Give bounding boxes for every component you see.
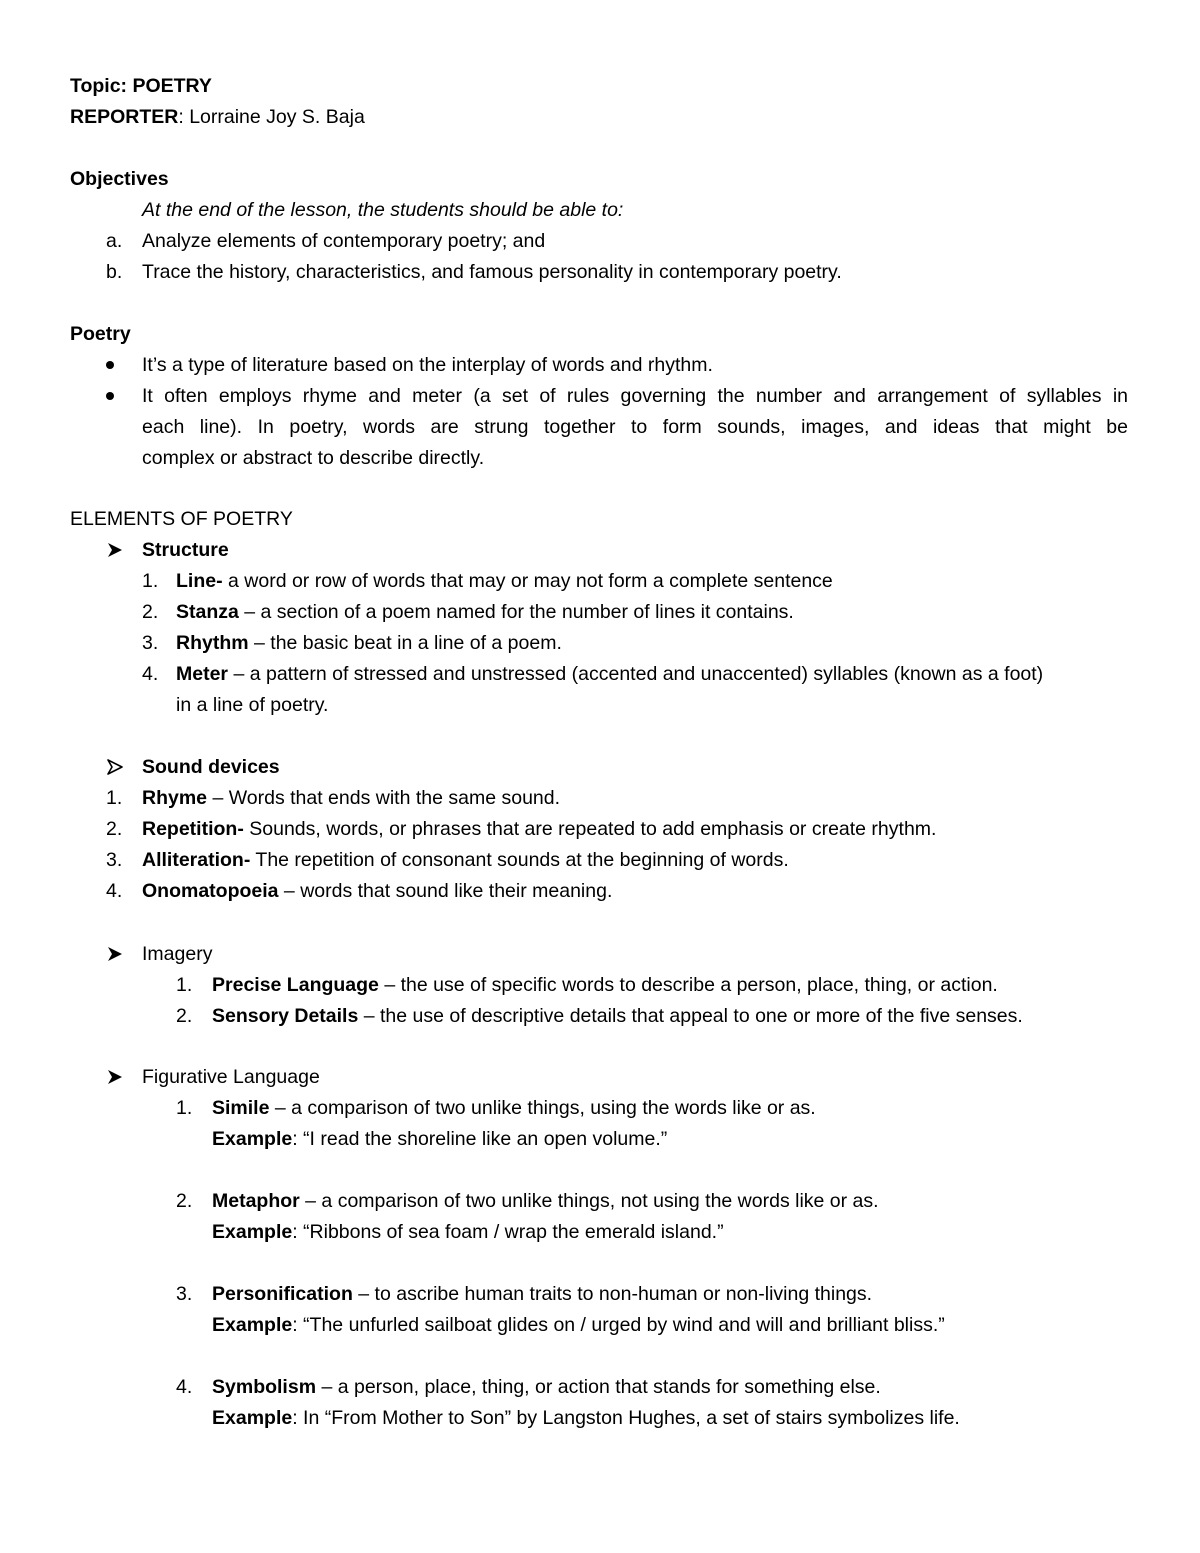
bullet-dot <box>106 361 114 369</box>
figurative-num-4: 4. <box>176 1376 193 1398</box>
definition: – the use of specific words to describe a person, place, thing, or action. <box>378 974 998 996</box>
definition: Sounds, words, or phrases that are repeated to add emphasis or create rhythm. <box>243 818 937 840</box>
term: Rhythm <box>176 632 249 654</box>
example-text: : “I read the shoreline like an open volume.” <box>292 1128 668 1150</box>
definition: – to ascribe human traits to non-human or non-living things. <box>352 1283 873 1305</box>
figurative-item-2 <box>212 1188 879 1214</box>
sound-item-1 <box>142 785 560 811</box>
sound-item-3 <box>142 847 789 873</box>
imagery-heading: Imagery <box>142 943 213 965</box>
poetry-bullet-2-line-3: complex or abstract to describe directly. <box>142 447 485 469</box>
definition: – Words that ends with the same sound. <box>207 787 561 809</box>
example-text: : In “From Mother to Son” by Langston Hughes, a set of stairs symbolizes life. <box>292 1407 960 1429</box>
elements-heading: ELEMENTS OF POETRY <box>70 508 293 530</box>
objective-text-b: Trace the history, characteristics, and famous personality in contemporary poetry. <box>142 261 842 283</box>
imagery-item-2 <box>212 1003 1023 1029</box>
structure-item-2 <box>176 599 794 625</box>
bullet-dot <box>106 392 114 400</box>
figurative-item-1 <box>212 1095 816 1121</box>
poetry-bullet-2-line-2: each line). In poetry, words are strung together to form sounds, images, and ideas that might be <box>142 416 1128 438</box>
term: Repetition- <box>142 818 244 840</box>
sound-item-2 <box>142 816 936 842</box>
figurative-example-2 <box>212 1219 724 1245</box>
structure-item-1 <box>176 568 833 594</box>
sound-num-2: 2. <box>106 818 123 840</box>
arrowhead-bullet-icon <box>106 945 124 963</box>
definition: – words that sound like their meaning. <box>278 880 613 902</box>
term: Line- <box>176 570 223 592</box>
term: Precise Language <box>212 974 379 996</box>
imagery-num-2: 2. <box>176 1005 193 1027</box>
example-label: Example <box>212 1221 293 1243</box>
poetry-bullet-2-line-1: It often employs rhyme and meter (a set of rules governing the number and arrangement of syllables in <box>142 385 1128 407</box>
sound-item-4 <box>142 878 612 904</box>
definition: – a section of a poem named for the number of lines it contains. <box>238 601 794 623</box>
arrowhead-bullet-icon <box>106 1068 124 1086</box>
definition: – the use of descriptive details that appeal to one or more of the five senses. <box>358 1005 1023 1027</box>
structure-heading: Structure <box>142 539 229 561</box>
definition: – a comparison of two unlike things, not using the words like or as. <box>299 1190 879 1212</box>
imagery-item-1 <box>212 972 998 998</box>
structure-num-1: 1. <box>142 570 159 592</box>
topic-value: POETRY <box>132 75 212 97</box>
figurative-example-3 <box>212 1312 945 1338</box>
definition: – a comparison of two unlike things, using the words like or as. <box>269 1097 816 1119</box>
example-text: : “Ribbons of sea foam / wrap the emerald island.” <box>292 1221 724 1243</box>
structure-num-2: 2. <box>142 601 159 623</box>
sound-num-1: 1. <box>106 787 123 809</box>
objective-text-a: Analyze elements of contemporary poetry; and <box>142 230 546 252</box>
sound-num-4: 4. <box>106 880 123 902</box>
structure-num-4: 4. <box>142 663 159 685</box>
sound-num-3: 3. <box>106 849 123 871</box>
figurative-num-3: 3. <box>176 1283 193 1305</box>
term: Meter <box>176 663 229 685</box>
definition: – a person, place, thing, or action that stands for something else. <box>316 1376 881 1398</box>
example-text: : “The unfurled sailboat glides on / urged by wind and will and brilliant bliss.” <box>292 1314 945 1336</box>
objectives-intro: At the end of the lesson, the students should be able to: <box>142 199 624 221</box>
figurative-example-1 <box>212 1126 667 1152</box>
term: Stanza <box>176 601 239 623</box>
topic-line <box>70 73 212 99</box>
figurative-item-3 <box>212 1281 872 1307</box>
reporter-line <box>70 104 365 130</box>
example-label: Example <box>212 1128 293 1150</box>
imagery-num-1: 1. <box>176 974 193 996</box>
figurative-num-1: 1. <box>176 1097 193 1119</box>
definition: a word or row of words that may or may not form a complete sentence <box>222 570 833 592</box>
arrowhead-outline-bullet-icon <box>106 758 124 776</box>
poetry-bullet-1: It’s a type of literature based on the interplay of words and rhythm. <box>142 354 713 376</box>
figurative-num-2: 2. <box>176 1190 193 1212</box>
objectives-heading: Objectives <box>70 168 169 190</box>
figurative-heading: Figurative Language <box>142 1066 320 1088</box>
figurative-item-4 <box>212 1374 881 1400</box>
structure-item-4-cont: in a line of poetry. <box>176 694 329 716</box>
objective-marker-b: b. <box>106 261 123 283</box>
objective-marker-a: a. <box>106 230 123 252</box>
term: Sensory Details <box>212 1005 359 1027</box>
reporter-label: REPORTER <box>70 106 179 128</box>
term: Simile <box>212 1097 270 1119</box>
definition: The repetition of consonant sounds at the beginning of words. <box>250 849 789 871</box>
topic-label: Topic: <box>70 75 128 97</box>
sound-heading: Sound devices <box>142 756 280 778</box>
term: Symbolism <box>212 1376 317 1398</box>
structure-item-4 <box>176 661 1043 687</box>
term: Alliteration- <box>142 849 251 871</box>
arrowhead-bullet-icon <box>106 541 124 559</box>
reporter-value: : Lorraine Joy S. Baja <box>178 106 365 128</box>
figurative-example-4 <box>212 1405 960 1431</box>
term: Onomatopoeia <box>142 880 279 902</box>
example-label: Example <box>212 1314 293 1336</box>
structure-num-3: 3. <box>142 632 159 654</box>
term: Metaphor <box>212 1190 300 1212</box>
definition: – a pattern of stressed and unstressed (accented and unaccented) syllables (known as a foot) <box>228 663 1044 685</box>
structure-item-3 <box>176 630 562 656</box>
term: Personification <box>212 1283 353 1305</box>
example-label: Example <box>212 1407 293 1429</box>
poetry-heading: Poetry <box>70 323 131 345</box>
term: Rhyme <box>142 787 208 809</box>
definition: – the basic beat in a line of a poem. <box>248 632 562 654</box>
